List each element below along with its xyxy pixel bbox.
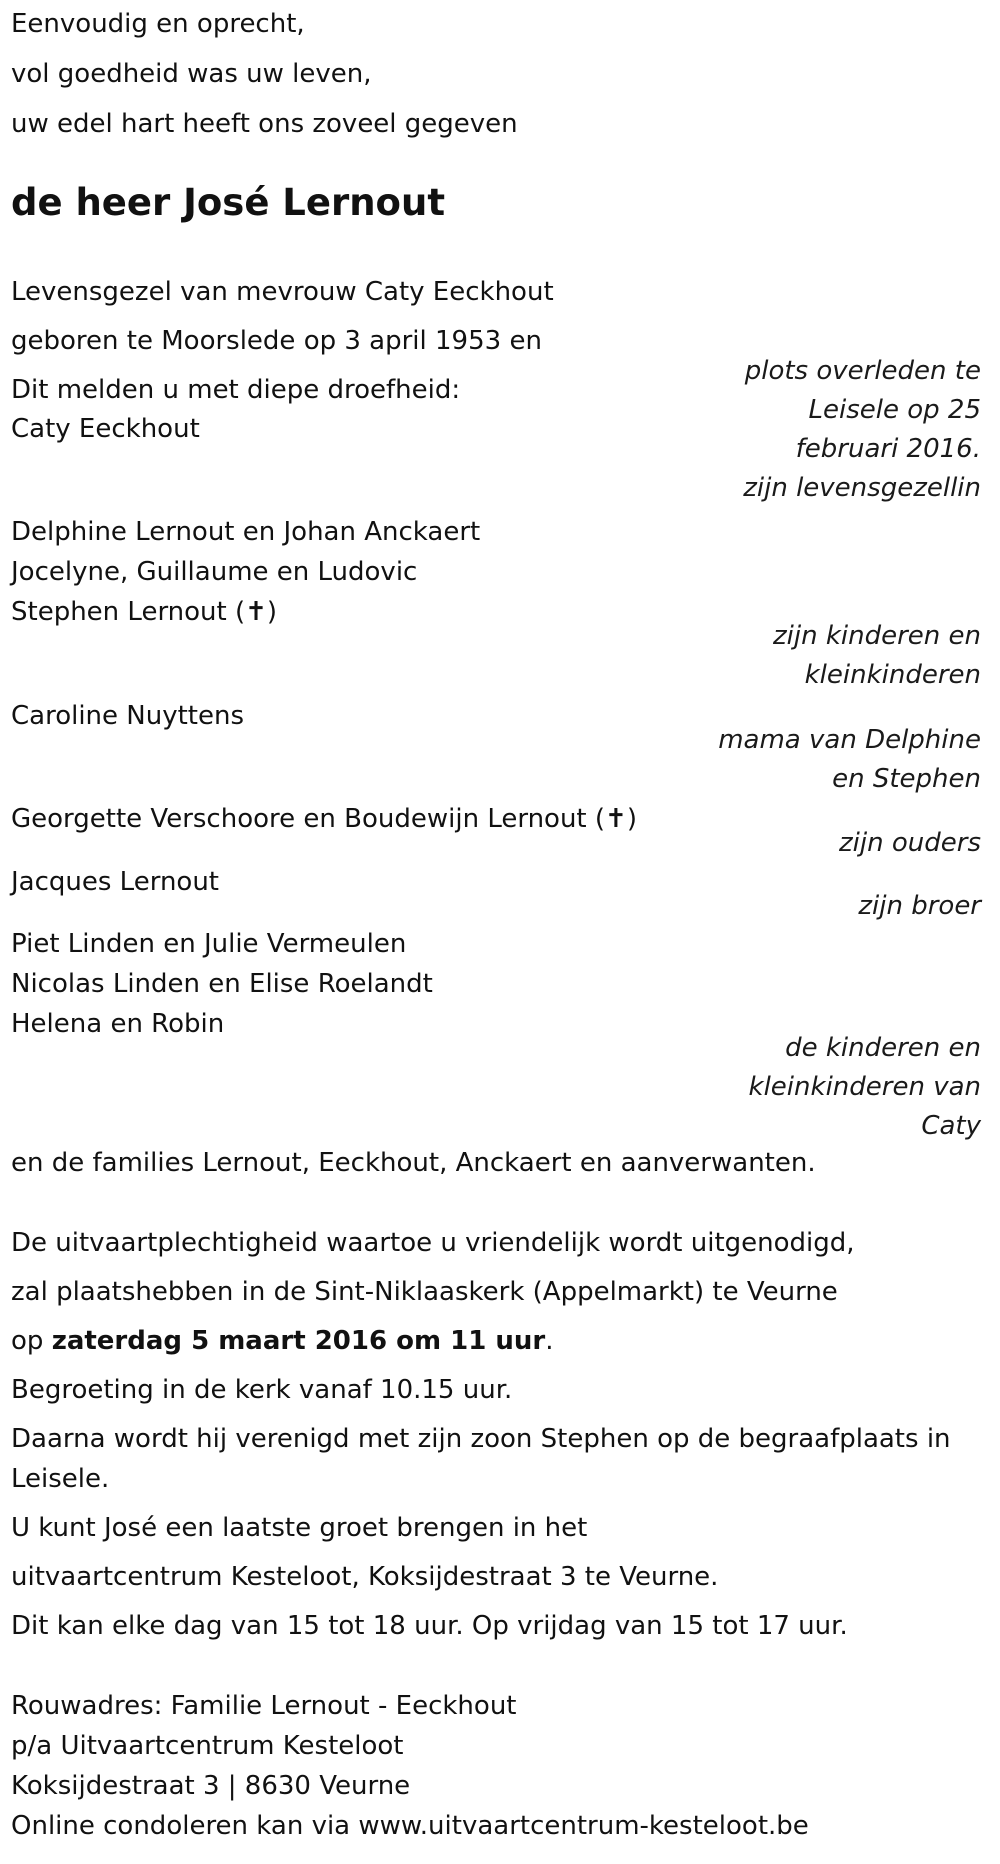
companion-line: Levensgezel van mevrouw Caty Eeckhout <box>11 277 554 307</box>
birth-line: geboren te Moorslede op 3 april 1953 en <box>11 326 542 356</box>
mourner-caty-child: Nicolas Linden en Elise Roelandt <box>11 969 433 999</box>
verse-line: Eenvoudig en oprecht, <box>11 9 305 39</box>
visit-line: uitvaartcentrum Kesteloot, Koksijdestraat 3 te Veurne. <box>11 1562 719 1592</box>
mourner-child: Jocelyne, Guillaume en Ludovic <box>11 557 418 587</box>
children-note: zijn kinderen en kleinkinderen <box>773 621 981 690</box>
ceremony-date-line: op zaterdag 5 maart 2016 om 11 uur. <box>11 1326 554 1356</box>
mourner-partner: Caty Eeckhout <box>11 414 200 444</box>
mourner-brother: Jacques Lernout <box>11 867 219 897</box>
ceremony-location: zal plaatshebben in de Sint-Niklaaskerk (Appelmarkt) te Veurne <box>11 1277 838 1307</box>
parents-note: zijn ouders <box>839 828 981 858</box>
address-line: Rouwadres: Familie Lernout - Eeckhout <box>11 1691 517 1721</box>
ceremony-invite: De uitvaartplechtigheid waartoe u vriendelijk wordt uitgenodigd, <box>11 1228 855 1258</box>
caty-children-note: de kinderen en kleinkinderen van Caty <box>748 1033 981 1141</box>
address-line: p/a Uitvaartcentrum Kesteloot <box>11 1731 404 1761</box>
families-line: en de families Lernout, Eeckhout, Anckaert en aanverwanten. <box>11 1148 816 1178</box>
visit-hours-line: Dit kan elke dag van 15 tot 18 uur. Op vrijdag van 15 tot 17 uur. <box>11 1611 848 1641</box>
mourner-parents: Georgette Verschoore en Boudewijn Lernout (✝) <box>11 804 637 834</box>
mother-note: mama van Delphine en Stephen <box>718 725 981 794</box>
deceased-name-heading: de heer José Lernout <box>11 181 446 224</box>
mourner-child: Stephen Lernout (✝) <box>11 597 278 627</box>
address-line: Koksijdestraat 3 | 8630 Veurne <box>11 1771 411 1801</box>
death-note: plots overleden te Leisele op 25 februari 2016. zijn levensgezellin <box>743 356 981 503</box>
greeting-line: Begroeting in de kerk vanaf 10.15 uur. <box>11 1375 513 1405</box>
mourner-caty-child: Piet Linden en Julie Vermeulen <box>11 929 407 959</box>
announce-line: Dit melden u met diepe droefheid: <box>11 375 461 405</box>
brother-note: zijn broer <box>858 891 981 921</box>
mourner-child: Delphine Lernout en Johan Anckaert <box>11 517 481 547</box>
mourner-ex-partner: Caroline Nuyttens <box>11 701 245 731</box>
condolence-link-line: Online condoleren kan via www.uitvaartcentrum-kesteloot.be <box>11 1811 809 1841</box>
burial-line: Daarna wordt hij verenigd met zijn zoon Stephen op de begraafplaats in <box>11 1424 951 1454</box>
mourner-caty-child: Helena en Robin <box>11 1009 225 1039</box>
ceremony-date: zaterdag 5 maart 2016 om 11 uur <box>51 1326 546 1356</box>
verse-line: uw edel hart heeft ons zoveel gegeven <box>11 109 518 139</box>
verse-line: vol goedheid was uw leven, <box>11 59 372 89</box>
visit-line: U kunt José een laatste groet brengen in het <box>11 1513 588 1543</box>
burial-line: Leisele. <box>11 1464 110 1494</box>
